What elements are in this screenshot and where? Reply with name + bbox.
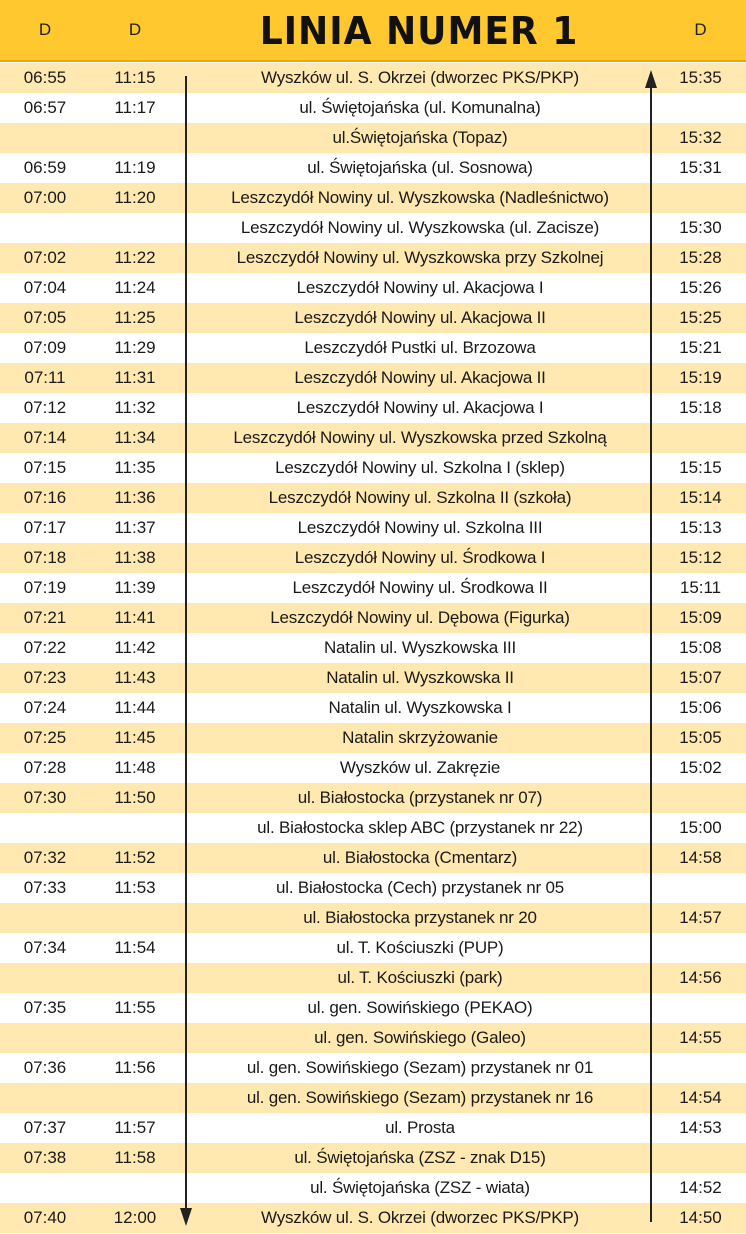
- departure-time-2: 11:48: [114, 758, 156, 777]
- departure-time-2: 11:31: [114, 368, 156, 387]
- departure-time-1: 07:37: [23, 1118, 67, 1137]
- departure-time-1: 07:32: [23, 848, 67, 867]
- return-time: 15:21: [679, 338, 722, 357]
- departure-time-1: 06:59: [23, 158, 67, 177]
- return-time: 15:30: [679, 218, 722, 237]
- return-time: 15:06: [679, 698, 722, 717]
- stop-name: Leszczydół Nowiny ul. Szkolna III: [297, 518, 543, 537]
- table-row: [0, 753, 746, 783]
- departure-time-2: 11:32: [114, 398, 156, 417]
- departure-time-1: 07:23: [23, 668, 67, 687]
- return-time: [655, 1143, 746, 1173]
- stop-name: ul. Białostocka przystanek nr 20: [303, 908, 537, 927]
- return-time: 15:28: [679, 248, 722, 267]
- departure-time-1: 07:02: [23, 248, 67, 267]
- table-row: [0, 153, 746, 183]
- departure-time-2: [90, 123, 180, 153]
- stop-name: ul. Prosta: [385, 1118, 455, 1137]
- departure-time-1: 07:25: [23, 728, 67, 747]
- stop-name: Leszczydół Nowiny ul. Wyszkowska przed Szkolną: [233, 428, 607, 447]
- table-row: [0, 393, 746, 423]
- stop-name: Wyszków ul. S. Okrzei (dworzec PKS/PKP): [261, 1208, 579, 1227]
- table-row: [0, 813, 746, 843]
- return-time: 15:13: [679, 518, 722, 537]
- departure-time-2: 11:35: [114, 458, 156, 477]
- departure-time-2: 11:41: [114, 608, 156, 627]
- departure-time-2: 11:55: [114, 998, 156, 1017]
- stop-name: ul.Świętojańska (Topaz): [332, 128, 508, 147]
- stop-name: ul. gen. Sowińskiego (Galeo): [314, 1028, 526, 1047]
- departure-time-1: 07:24: [23, 698, 67, 717]
- return-time: 15:25: [679, 308, 722, 327]
- table-row: [0, 1113, 746, 1143]
- stop-name: Wyszków ul. S. Okrzei (dworzec PKS/PKP): [261, 68, 579, 87]
- departure-time-2: [90, 1023, 180, 1053]
- table-row: [0, 963, 746, 993]
- departure-time-2: [90, 1173, 180, 1203]
- return-time: 15:26: [679, 278, 722, 297]
- departure-time-2: 12:00: [113, 1208, 157, 1227]
- table-row: [0, 1053, 746, 1083]
- departure-time-2: 11:44: [114, 698, 156, 717]
- return-time: 15:15: [679, 458, 722, 477]
- table-row: [0, 453, 746, 483]
- departure-time-2: 11:25: [114, 308, 156, 327]
- departure-time-2: 11:57: [114, 1118, 156, 1137]
- return-time: 14:57: [679, 908, 722, 927]
- departure-time-1: 07:09: [23, 338, 67, 357]
- stop-name: Natalin ul. Wyszkowska II: [326, 668, 514, 687]
- page-title: LINIA NUMER 1: [259, 9, 579, 53]
- stop-name: ul. Świętojańska (ul. Sosnowa): [307, 158, 533, 177]
- table-row: [0, 1083, 746, 1113]
- departure-time-2: 11:42: [114, 638, 156, 657]
- return-time: 14:54: [679, 1088, 722, 1107]
- departure-time-2: [90, 903, 180, 933]
- stop-name: ul. Białostocka (przystanek nr 07): [297, 788, 543, 807]
- stop-name: Natalin skrzyżowanie: [342, 728, 498, 747]
- departure-time-2: 11:15: [114, 68, 156, 87]
- return-time: 14:50: [679, 1208, 722, 1227]
- stop-name: Wyszków ul. Zakręzie: [339, 758, 501, 777]
- stop-name: Leszczydół Nowiny ul. Akacjowa I: [296, 398, 544, 417]
- departure-time-2: [90, 213, 180, 243]
- departure-time-1: 07:18: [23, 548, 67, 567]
- stop-name: Natalin ul. Wyszkowska III: [323, 638, 517, 657]
- return-time: 14:52: [679, 1178, 722, 1197]
- table-row: [0, 483, 746, 513]
- table-row: [0, 723, 746, 753]
- departure-time-1: 07:14: [23, 428, 67, 447]
- departure-time-1: 07:00: [23, 188, 67, 207]
- table-row: [0, 273, 746, 303]
- table-row: [0, 243, 746, 273]
- departure-time-2: 11:24: [114, 278, 156, 297]
- table-row: [0, 903, 746, 933]
- return-time: 15:32: [679, 128, 722, 147]
- departure-time-2: 11:34: [114, 428, 156, 447]
- departure-time-1: 07:38: [23, 1148, 67, 1167]
- departure-time-1: 07:40: [23, 1208, 67, 1227]
- table-row: [0, 933, 746, 963]
- stop-name: ul. gen. Sowińskiego (Sezam) przystanek nr 16: [246, 1088, 594, 1107]
- departure-time-2: 11:20: [114, 188, 156, 207]
- departure-time-2: 11:53: [114, 878, 156, 897]
- stop-name: Leszczydół Nowiny ul. Akacjowa II: [294, 368, 546, 387]
- return-time: 15:09: [679, 608, 722, 627]
- return-time: 14:58: [679, 848, 722, 867]
- return-time: [655, 783, 746, 813]
- stop-name: Leszczydół Nowiny ul. Akacjowa I: [296, 278, 544, 297]
- departure-time-1: 06:55: [23, 68, 67, 87]
- table-row: [0, 213, 746, 243]
- departure-time-1: 07:36: [23, 1058, 67, 1077]
- return-time: 15:35: [679, 68, 722, 87]
- table-row: [0, 843, 746, 873]
- departure-time-1: [0, 813, 90, 843]
- timetable-rows: [0, 63, 746, 1233]
- departure-time-1: [0, 1083, 90, 1113]
- stop-name: Leszczydół Nowiny ul. Wyszkowska przy Szkolnej: [236, 248, 604, 267]
- departure-time-1: 07:12: [23, 398, 67, 417]
- return-time: 15:18: [679, 398, 722, 417]
- stop-name: Leszczydół Nowiny ul. Środkowa II: [292, 578, 548, 597]
- stop-name: Leszczydół Nowiny ul. Dębowa (Figurka): [270, 608, 570, 627]
- table-row: [0, 123, 746, 153]
- departure-time-1: 06:57: [23, 98, 67, 117]
- return-time: 14:55: [679, 1028, 722, 1047]
- departure-time-2: 11:19: [114, 158, 156, 177]
- table-row: [0, 543, 746, 573]
- table-row: [0, 1173, 746, 1203]
- timetable-header: [0, 0, 746, 62]
- departure-time-1: [0, 1023, 90, 1053]
- return-time: 15:19: [679, 368, 722, 387]
- table-row: [0, 183, 746, 213]
- stop-name: Leszczydół Nowiny ul. Środkowa I: [294, 548, 546, 567]
- departure-time-1: [0, 903, 90, 933]
- stop-name: ul. Świętojańska (ZSZ - wiata): [310, 1178, 530, 1197]
- departure-time-1: 07:04: [23, 278, 67, 297]
- departure-time-2: [90, 963, 180, 993]
- departure-time-1: 07:33: [23, 878, 67, 897]
- departure-time-2: 11:54: [114, 938, 156, 957]
- stop-name: Leszczydół Nowiny ul. Szkolna I (sklep): [275, 458, 565, 477]
- table-row: [0, 513, 746, 543]
- return-time: [655, 873, 746, 903]
- departure-time-1: 07:16: [23, 488, 67, 507]
- return-time: [655, 93, 746, 123]
- stop-name: Leszczydół Nowiny ul. Wyszkowska (Nadleśnictwo): [231, 188, 609, 207]
- departure-time-1: [0, 963, 90, 993]
- departure-time-2: 11:29: [114, 338, 156, 357]
- table-row: [0, 1143, 746, 1173]
- stop-name: ul. Świętojańska (ul. Komunalna): [299, 98, 541, 117]
- table-row: [0, 423, 746, 453]
- return-time: [655, 1053, 746, 1083]
- table-row: [0, 63, 746, 93]
- table-row: [0, 783, 746, 813]
- stop-name: ul. T. Kościuszki (PUP): [336, 938, 504, 957]
- departure-time-1: 07:05: [23, 308, 67, 327]
- return-time: 14:53: [679, 1118, 722, 1137]
- table-row: [0, 573, 746, 603]
- table-row: [0, 693, 746, 723]
- stop-name: Natalin ul. Wyszkowska I: [328, 698, 512, 717]
- departure-time-1: 07:35: [23, 998, 67, 1017]
- departure-time-2: 11:38: [114, 548, 156, 567]
- stop-name: Leszczydół Pustki ul. Brzozowa: [304, 338, 536, 357]
- stop-name: ul. Białostocka sklep ABC (przystanek nr 22): [257, 818, 583, 837]
- departure-time-1: [0, 1173, 90, 1203]
- return-time: 15:02: [679, 758, 722, 777]
- table-row: [0, 303, 746, 333]
- departure-time-1: 07:15: [23, 458, 67, 477]
- departure-time-1: 07:21: [23, 608, 67, 627]
- header-col-return: D: [694, 20, 707, 39]
- departure-time-2: 11:58: [114, 1148, 156, 1167]
- stop-name: Leszczydół Nowiny ul. Wyszkowska (ul. Zacisze): [240, 218, 600, 237]
- return-time: [655, 183, 746, 213]
- departure-time-1: 07:17: [23, 518, 67, 537]
- return-time: 14:56: [679, 968, 722, 987]
- stop-name: ul. gen. Sowińskiego (PEKAO): [307, 998, 533, 1017]
- table-row: [0, 633, 746, 663]
- stop-name: ul. gen. Sowińskiego (Sezam) przystanek nr 01: [246, 1058, 594, 1077]
- departure-time-2: [90, 1083, 180, 1113]
- header-col-departure-1: D: [38, 20, 52, 39]
- table-row: [0, 1023, 746, 1053]
- departure-time-1: [0, 213, 90, 243]
- departure-time-2: 11:50: [114, 788, 156, 807]
- stop-name: Leszczydół Nowiny ul. Szkolna II (szkoła): [268, 488, 572, 507]
- table-row: [0, 93, 746, 123]
- stop-name: ul. Świętojańska (ZSZ - znak D15): [294, 1148, 546, 1167]
- table-row: [0, 1203, 746, 1233]
- departure-time-1: 07:22: [23, 638, 67, 657]
- table-row: [0, 873, 746, 903]
- stop-name: ul. Białostocka (Cech) przystanek nr 05: [276, 878, 564, 897]
- departure-time-1: 07:19: [23, 578, 67, 597]
- return-time: [655, 933, 746, 963]
- return-time: 15:11: [679, 578, 722, 597]
- return-time: 15:12: [679, 548, 722, 567]
- departure-time-2: 11:43: [114, 668, 156, 687]
- departure-time-1: [0, 123, 90, 153]
- departure-time-2: 11:17: [114, 98, 156, 117]
- departure-time-1: 07:30: [23, 788, 67, 807]
- return-time: 15:31: [679, 158, 722, 177]
- table-row: [0, 603, 746, 633]
- table-row: [0, 663, 746, 693]
- table-row: [0, 333, 746, 363]
- return-time: 15:07: [679, 668, 722, 687]
- departure-time-1: 07:34: [23, 938, 67, 957]
- departure-time-1: 07:11: [24, 368, 66, 387]
- departure-time-2: 11:39: [114, 578, 156, 597]
- departure-time-2: 11:45: [114, 728, 156, 747]
- return-time: 15:00: [679, 818, 722, 837]
- return-time: 15:14: [679, 488, 722, 507]
- stop-name: Leszczydół Nowiny ul. Akacjowa II: [294, 308, 546, 327]
- departure-time-2: [90, 813, 180, 843]
- header-col-departure-2: D: [128, 20, 142, 39]
- return-time: [655, 423, 746, 453]
- return-time: 15:08: [679, 638, 722, 657]
- table-row: [0, 363, 746, 393]
- departure-time-1: 07:28: [23, 758, 67, 777]
- departure-time-2: 11:52: [114, 848, 156, 867]
- return-time: [655, 993, 746, 1023]
- departure-time-2: 11:56: [114, 1058, 156, 1077]
- departure-time-2: 11:36: [114, 488, 156, 507]
- table-row: [0, 993, 746, 1023]
- stop-name: ul. Białostocka (Cmentarz): [322, 848, 518, 867]
- stop-name: ul. T. Kościuszki (park): [337, 968, 503, 987]
- departure-time-2: 11:37: [114, 518, 156, 537]
- departure-time-2: 11:22: [114, 248, 156, 267]
- return-time: 15:05: [679, 728, 722, 747]
